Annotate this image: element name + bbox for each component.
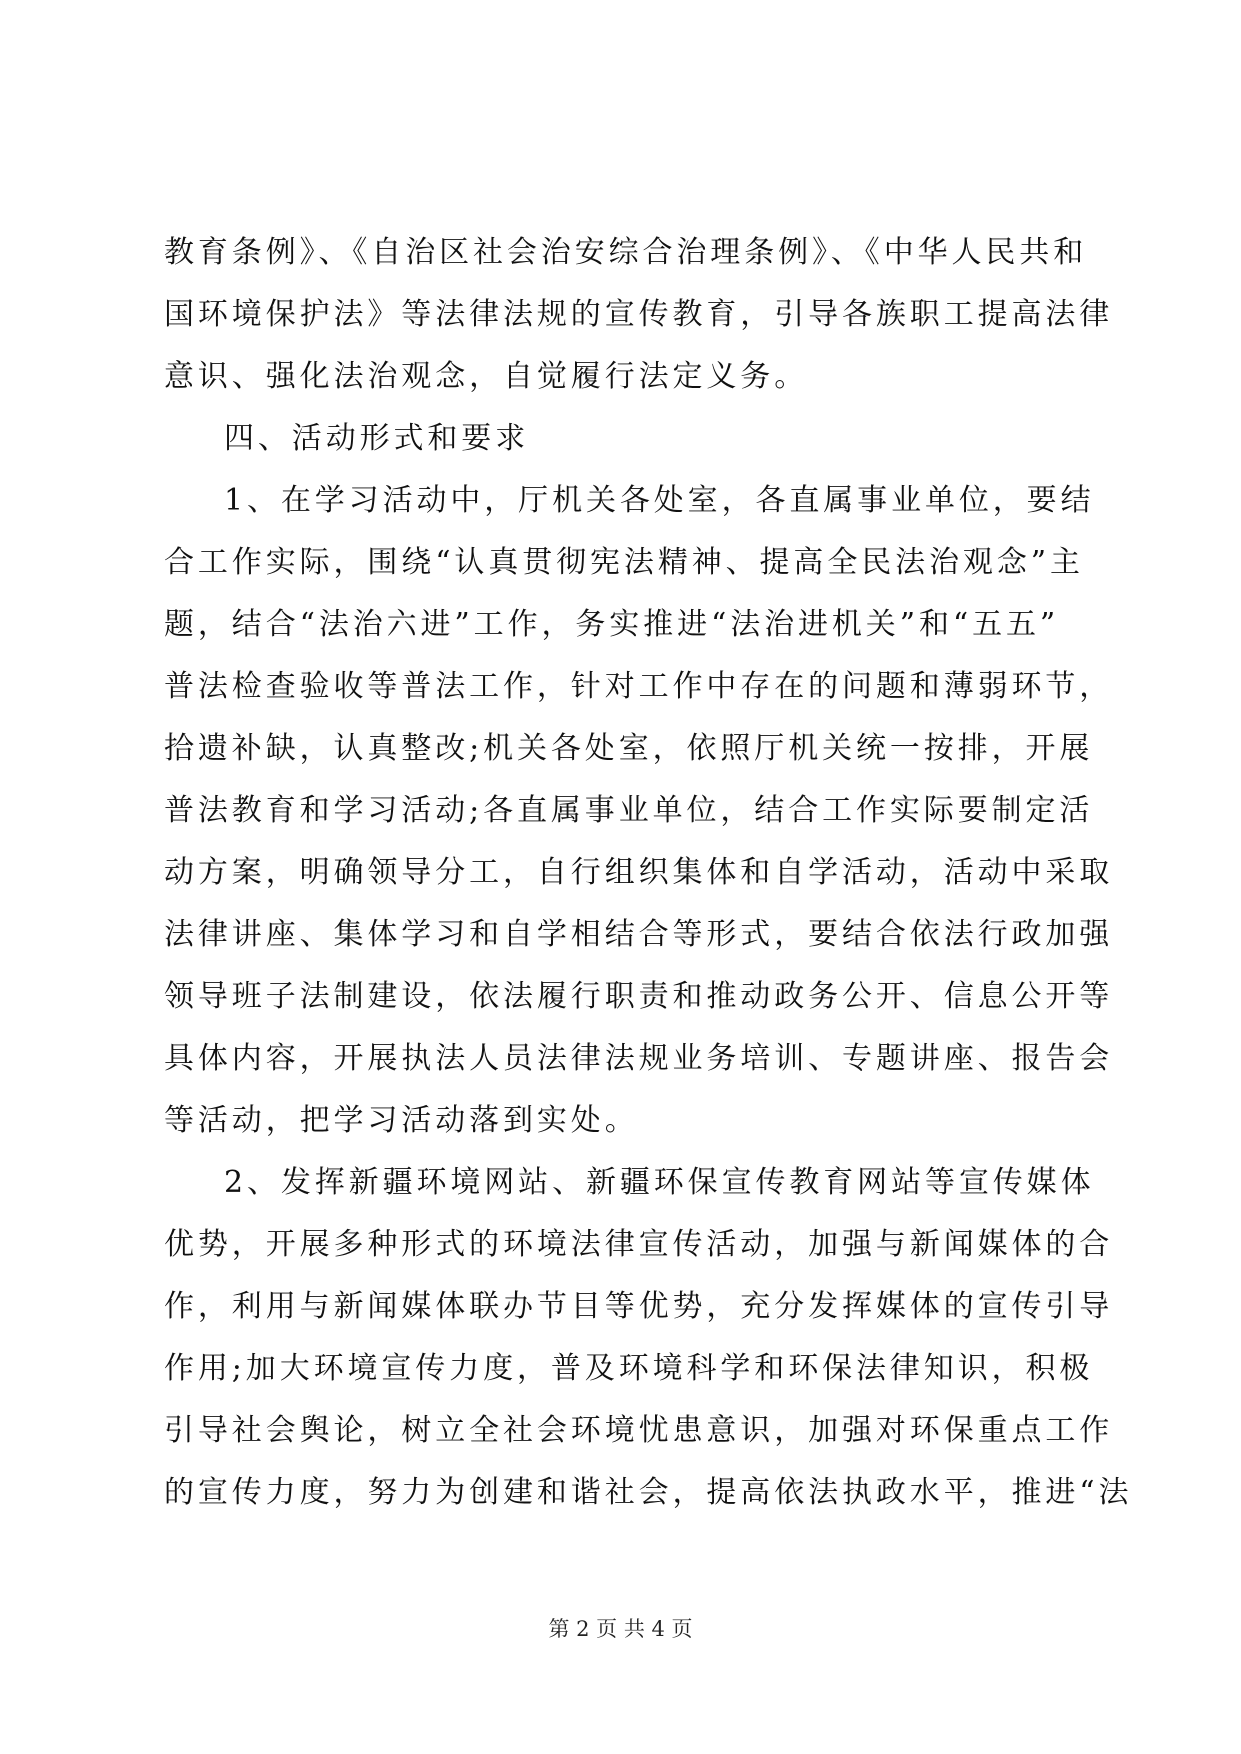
text-line: 优势，开展多种形式的环境法律宣传活动，加强与新闻媒体的合 [164,1227,1114,1262]
text-line: 动方案，明确领导分工，自行组织集体和自学活动，活动中采取 [164,855,1114,890]
section-heading: 四、活动形式和要求 [224,421,530,456]
text-line: 法律讲座、集体学习和自学相结合等形式，要结合依法行政加强 [164,917,1114,952]
text-line: 国环境保护法》等法律法规的宣传教育，引导各族职工提高法律 [164,297,1114,332]
text-line: 2、发挥新疆环境网站、新疆环保宣传教育网站等宣传媒体 [224,1165,1095,1200]
text-line: 引导社会舆论，树立全社会环境忧患意识，加强对环保重点工作 [164,1413,1114,1448]
text-line: 合工作实际，围绕“认真贯彻宪法精神、提高全民法治观念”主 [164,545,1084,580]
text-line: 的宣传力度，努力为创建和谐社会，提高依法执政水平，推进“法 [164,1475,1133,1510]
text-line: 具体内容，开展执法人员法律法规业务培训、专题讲座、报告会 [164,1041,1114,1076]
text-line: 等活动，把学习活动落到实处。 [164,1103,639,1138]
text-line: 教育条例》、《自治区社会治安综合治理条例》、《中华人民共和 [164,235,1088,270]
text-line: 作，利用与新闻媒体联办节目等优势，充分发挥媒体的宣传引导 [164,1289,1114,1324]
text-line: 1、在学习活动中，厅机关各处室，各直属事业单位，要结 [224,483,1095,518]
page-footer: 第 2 页 共 4 页 [548,1617,693,1641]
body-text [164,222,1133,1524]
text-line: 拾遗补缺，认真整改;机关各处室，依照厅机关统一按排，开展 [164,731,1094,766]
text-line: 普法教育和学习活动;各直属事业单位，结合工作实际要制定活 [164,793,1094,828]
text-line: 普法检查验收等普法工作，针对工作中存在的问题和薄弱环节， [164,669,1114,704]
text-line: 题，结合“法治六进”工作，务实推进“法治进机关”和“五五” [164,607,1060,642]
text-line: 领导班子法制建设，依法履行职责和推动政务公开、信息公开等 [164,979,1114,1014]
text-line: 意识、强化法治观念，自觉履行法定义务。 [164,359,809,394]
text-line: 作用;加大环境宣传力度，普及环境科学和环保法律知识，积极 [164,1351,1094,1386]
